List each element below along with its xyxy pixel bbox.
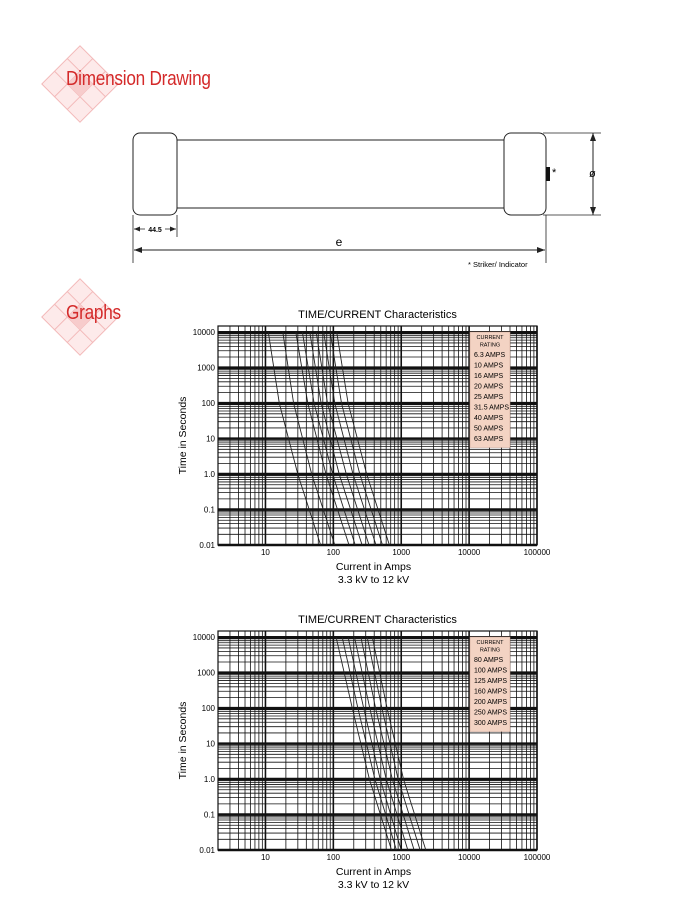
x-tick-label: 10000	[457, 853, 481, 862]
x-tick-label: 100	[326, 853, 341, 862]
fuse-end-cap-right	[504, 133, 546, 215]
striker-pin	[546, 167, 550, 181]
section-title: Dimension Drawing	[66, 68, 211, 90]
legend-entry: 50 AMPS	[474, 425, 504, 433]
section-header-dimension-drawing	[44, 42, 304, 126]
section-title: Graphs	[66, 302, 121, 324]
time-current-chart-2	[170, 605, 560, 895]
y-tick-label: 1000	[197, 668, 215, 678]
legend-entry: 25 AMPS	[474, 394, 504, 401]
y-tick-label: 100	[201, 704, 215, 714]
x-tick-label: 10	[260, 853, 270, 862]
legend-entry: 31.5 AMPS	[474, 404, 510, 412]
y-axis-label: Time in Seconds	[177, 396, 189, 475]
y-tick-label: 0.1	[203, 810, 215, 820]
overall-length-label: e	[335, 235, 343, 249]
chart-subtitle: 3.3 kV to 12 kV	[337, 879, 410, 891]
chart-title: TIME/CURRENT Characteristics	[298, 309, 457, 321]
legend-title: RATING	[479, 342, 501, 349]
striker-marker: *	[552, 167, 557, 179]
chart-title: TIME/CURRENT Characteristics	[298, 614, 457, 626]
legend-entry: 200 AMPS	[474, 699, 508, 706]
legend-title: RATING	[479, 647, 501, 654]
time-current-chart-svg	[170, 300, 560, 590]
legend-entry: 16 AMPS	[474, 373, 504, 380]
chart-subtitle: 3.3 kV to 12 kV	[337, 574, 410, 586]
x-tick-label: 100000	[523, 548, 551, 557]
legend-entry: 63 AMPS	[474, 436, 504, 443]
fuse-body	[177, 140, 504, 208]
end-cap-dimension-label: 44.5	[148, 227, 162, 234]
legend-entry: 250 AMPS	[474, 709, 508, 717]
y-tick-label: 0.01	[199, 541, 215, 550]
y-tick-label: 100	[201, 399, 215, 409]
legend-entry: 80 AMPS	[474, 657, 504, 664]
y-tick-label: 10	[206, 434, 215, 444]
y-tick-label: 10000	[192, 328, 215, 338]
legend-entry: 40 AMPS	[474, 415, 504, 422]
x-tick-label: 1000	[392, 853, 411, 862]
y-axis-label: Time in Seconds	[177, 701, 189, 780]
y-tick-label: 1000	[197, 363, 215, 373]
striker-note: * Striker/ Indicator	[468, 260, 528, 269]
legend-entry: 10 AMPS	[474, 362, 504, 370]
x-tick-label: 10000	[457, 548, 481, 557]
time-current-chart-1	[170, 300, 560, 590]
x-tick-label: 100000	[523, 853, 551, 862]
fuse-end-cap-left	[133, 133, 177, 215]
time-current-chart-svg	[170, 605, 560, 895]
fuse-dimension-drawing	[125, 125, 596, 275]
legend-entry: 300 AMPS	[474, 720, 508, 727]
y-tick-label: 10000	[192, 633, 215, 643]
y-tick-label: 1.0	[203, 775, 215, 785]
legend-title: CURRENT	[476, 335, 504, 341]
x-axis-label: Current in Amps	[335, 561, 412, 573]
y-tick-label: 0.01	[199, 846, 215, 855]
diameter-label: ø	[589, 168, 596, 180]
legend-entry: 20 AMPS	[474, 383, 504, 391]
x-tick-label: 1000	[392, 548, 411, 557]
x-tick-label: 100	[326, 548, 341, 557]
legend-entry: 100 AMPS	[474, 667, 508, 675]
legend-entry: 125 AMPS	[474, 678, 508, 685]
y-tick-label: 10	[206, 739, 215, 749]
legend-title: CURRENT	[476, 640, 504, 646]
legend-entry: 160 AMPS	[474, 688, 508, 696]
y-tick-label: 0.1	[203, 505, 215, 515]
legend-entry: 6.3 AMPS	[474, 352, 506, 359]
y-tick-label: 1.0	[203, 470, 215, 480]
x-tick-label: 10	[260, 548, 270, 557]
x-axis-label: Current in Amps	[335, 866, 412, 878]
